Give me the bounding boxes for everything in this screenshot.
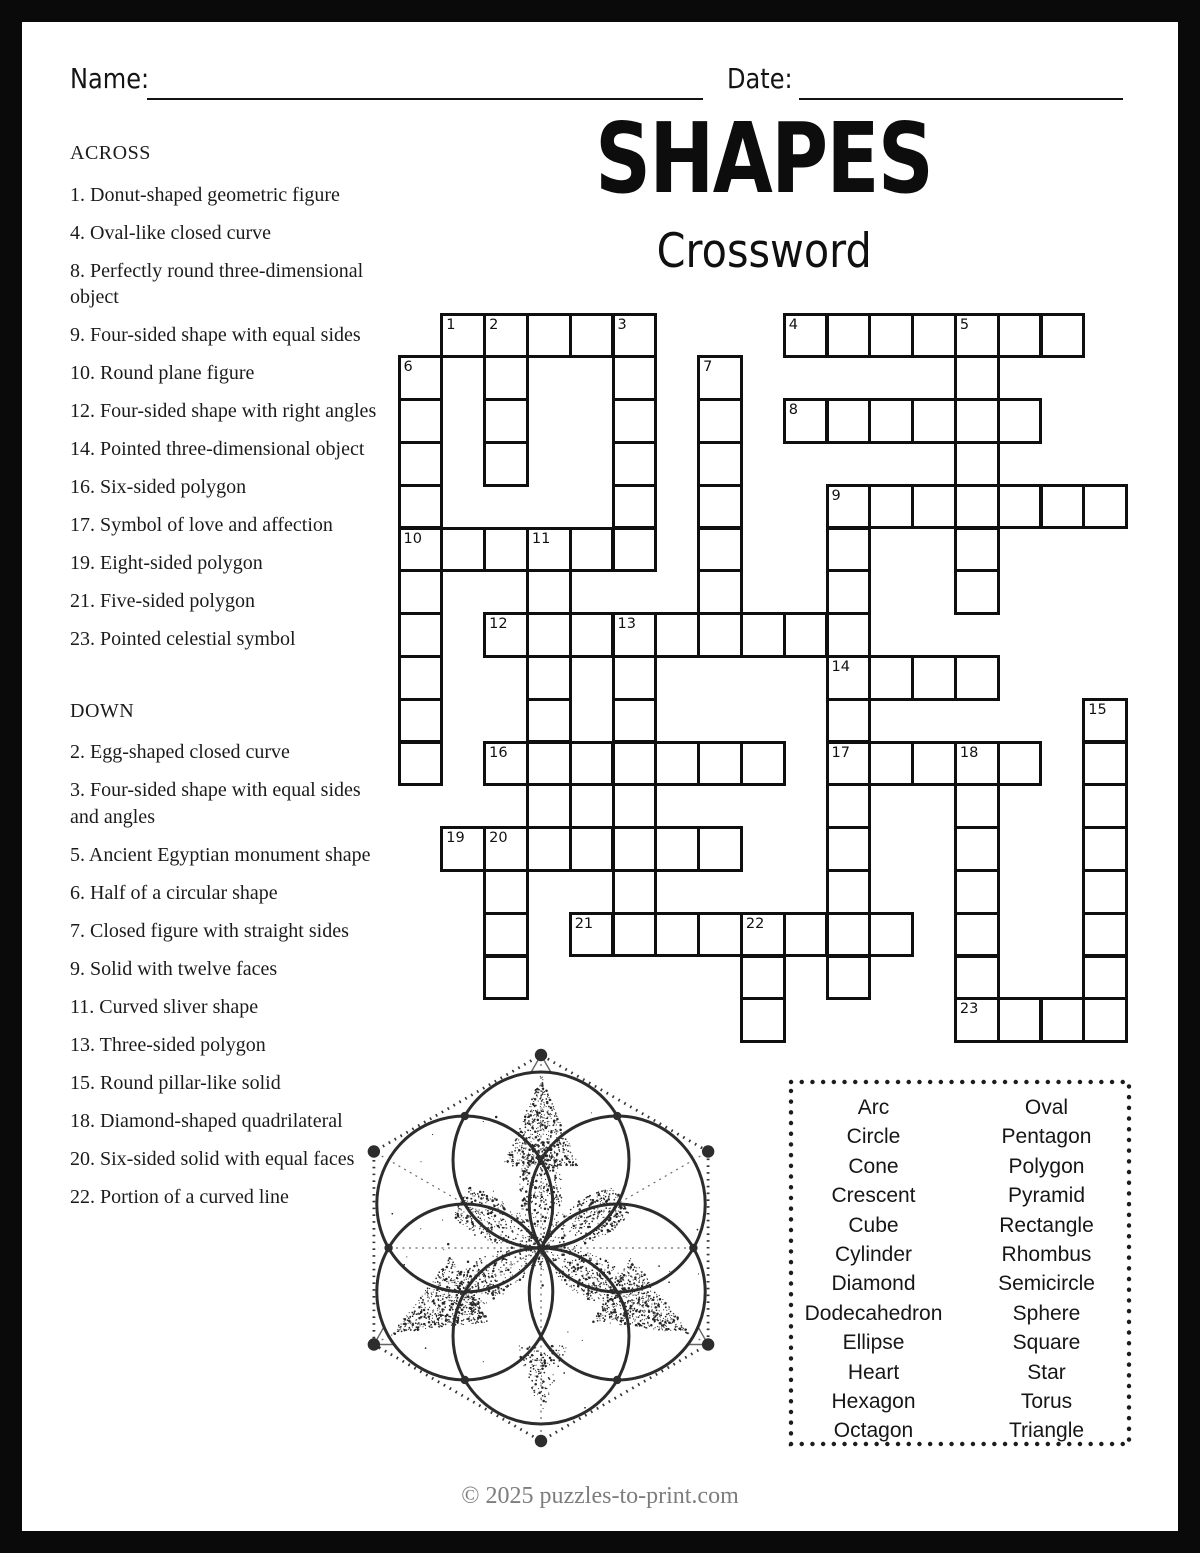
grid-cell[interactable] bbox=[697, 484, 743, 530]
grid-cell[interactable] bbox=[954, 569, 1000, 615]
clue-number: 19 bbox=[446, 830, 465, 847]
clue-lists bbox=[70, 140, 382, 1222]
word-bank-word: Crescent bbox=[831, 1184, 916, 1208]
grid-cell[interactable] bbox=[1082, 484, 1128, 530]
clue-number: 17 bbox=[831, 744, 850, 761]
grid-cell[interactable] bbox=[1040, 997, 1086, 1043]
word-bank-left-column bbox=[787, 1093, 960, 1446]
clue-number: 10 bbox=[403, 530, 422, 547]
grid-cell[interactable] bbox=[612, 869, 658, 915]
grid-cell[interactable] bbox=[697, 441, 743, 487]
grid-cell[interactable] bbox=[740, 955, 786, 1001]
grid-cell[interactable] bbox=[440, 527, 486, 573]
across-clue: 10. Round plane figure bbox=[70, 362, 255, 384]
grid-cell[interactable] bbox=[483, 869, 529, 915]
grid-cell[interactable] bbox=[954, 527, 1000, 573]
grid-cell[interactable] bbox=[483, 355, 529, 401]
grid-cell[interactable] bbox=[783, 313, 829, 359]
word-bank-word: Rhombus bbox=[1001, 1243, 1092, 1267]
grid-cell[interactable] bbox=[697, 398, 743, 444]
clue-number: 15 bbox=[1088, 701, 1107, 718]
grid-cell[interactable] bbox=[654, 612, 700, 658]
grid-cell[interactable] bbox=[740, 912, 786, 958]
word-bank-word: Triangle bbox=[1008, 1419, 1085, 1443]
grid-cell[interactable] bbox=[612, 398, 658, 444]
grid-cell[interactable] bbox=[526, 527, 572, 573]
word-bank-word: Cube bbox=[848, 1213, 899, 1237]
grid-cell[interactable] bbox=[569, 741, 615, 787]
across-clue: 23. Pointed celestial symbol bbox=[70, 628, 296, 650]
grid-cell[interactable] bbox=[697, 741, 743, 787]
clue-number: 1 bbox=[446, 316, 456, 333]
across-clue: 21. Five-sided polygon bbox=[70, 590, 255, 612]
word-bank-word: Pyramid bbox=[1007, 1184, 1086, 1208]
geometric-flower-illustration bbox=[349, 1038, 733, 1456]
grid-cell[interactable] bbox=[997, 741, 1043, 787]
copyright: © 2025 puzzles-to-print.com bbox=[461, 1483, 739, 1509]
clue-number: 16 bbox=[489, 744, 508, 761]
down-clue: 3. Four-sided shape with equal sides and angles bbox=[70, 779, 361, 828]
grid-cell[interactable] bbox=[997, 313, 1043, 359]
grid-cell[interactable] bbox=[569, 612, 615, 658]
down-clue: 15. Round pillar-like solid bbox=[70, 1071, 281, 1094]
grid-cell[interactable] bbox=[826, 398, 872, 444]
grid-cell[interactable] bbox=[1082, 869, 1128, 915]
word-bank-word: Hexagon bbox=[831, 1390, 916, 1414]
grid-cell[interactable] bbox=[954, 741, 1000, 787]
clue-number: 20 bbox=[489, 830, 508, 847]
grid-cell[interactable] bbox=[826, 741, 872, 787]
grid-cell[interactable] bbox=[612, 527, 658, 573]
grid-cell[interactable] bbox=[398, 441, 444, 487]
across-clue: 16. Six-sided polygon bbox=[70, 476, 247, 498]
grid-cell[interactable] bbox=[997, 997, 1043, 1043]
grid-cell[interactable] bbox=[526, 612, 572, 658]
clue-number: 21 bbox=[574, 915, 594, 932]
clue-number: 9 bbox=[831, 487, 841, 504]
grid-cell[interactable] bbox=[1082, 912, 1128, 958]
grid-cell[interactable] bbox=[569, 313, 615, 359]
grid-cell[interactable] bbox=[398, 655, 444, 701]
page-title: SHAPES bbox=[595, 102, 933, 215]
grid-cell[interactable] bbox=[483, 826, 529, 872]
clue-number: 7 bbox=[703, 359, 713, 376]
grid-cell[interactable] bbox=[783, 612, 829, 658]
word-bank-word: Heart bbox=[847, 1360, 900, 1384]
clue-number: 8 bbox=[788, 402, 798, 419]
grid-cell[interactable] bbox=[1082, 955, 1128, 1001]
grid-cell[interactable] bbox=[826, 655, 872, 701]
grid-cell[interactable] bbox=[911, 398, 957, 444]
grid-cell[interactable] bbox=[526, 655, 572, 701]
clue-number: 3 bbox=[617, 316, 627, 333]
grid-cell[interactable] bbox=[826, 698, 872, 744]
grid-cell[interactable] bbox=[826, 912, 872, 958]
down-clue: 7. Closed figure with straight sides bbox=[70, 919, 349, 942]
grid-cell[interactable] bbox=[697, 912, 743, 958]
down-clue: 20. Six-sided solid with equal faces bbox=[70, 1147, 355, 1170]
grid-cell[interactable] bbox=[1082, 997, 1128, 1043]
across-clue: 9. Four-sided shape with equal sides bbox=[70, 324, 361, 346]
down-clue: 9. Solid with twelve faces bbox=[70, 957, 278, 980]
grid-cell[interactable] bbox=[697, 569, 743, 615]
grid-cell[interactable] bbox=[697, 826, 743, 872]
grid-cell[interactable] bbox=[911, 313, 957, 359]
word-bank-word: Circle bbox=[846, 1125, 901, 1149]
clue-number: 11 bbox=[531, 530, 551, 547]
grid-cell[interactable] bbox=[654, 741, 700, 787]
grid-cell[interactable] bbox=[483, 441, 529, 487]
word-bank-right-column bbox=[960, 1093, 1133, 1446]
grid-cell[interactable] bbox=[398, 527, 444, 573]
grid-cell[interactable] bbox=[826, 313, 872, 359]
grid-cell[interactable] bbox=[826, 569, 872, 615]
word-bank-word: Dodecahedron bbox=[804, 1301, 943, 1325]
grid-cell[interactable] bbox=[826, 527, 872, 573]
across-clue: 4. Oval-like closed curve bbox=[70, 221, 272, 244]
word-bank-word: Arc bbox=[857, 1096, 890, 1119]
grid-cell[interactable] bbox=[569, 826, 615, 872]
grid-cell[interactable] bbox=[398, 398, 444, 444]
grid-cell[interactable] bbox=[612, 698, 658, 744]
grid-cell[interactable] bbox=[612, 355, 658, 401]
grid-cell[interactable] bbox=[526, 569, 572, 615]
clue-number: 4 bbox=[788, 316, 798, 333]
grid-cell[interactable] bbox=[911, 484, 957, 530]
grid-cell[interactable] bbox=[740, 612, 786, 658]
grid-cell[interactable] bbox=[483, 527, 529, 573]
grid-cell[interactable] bbox=[526, 698, 572, 744]
grid-cell[interactable] bbox=[954, 912, 1000, 958]
grid-cell[interactable] bbox=[954, 997, 1000, 1043]
grid-cell[interactable] bbox=[398, 698, 444, 744]
word-bank-word: Ellipse bbox=[842, 1331, 905, 1355]
word-bank-word: Torus bbox=[1020, 1390, 1073, 1414]
grid-cell[interactable] bbox=[612, 912, 658, 958]
grid-cell[interactable] bbox=[1082, 741, 1128, 787]
word-bank bbox=[787, 1078, 1133, 1448]
crossword-grid bbox=[399, 314, 1130, 1045]
grid-cell[interactable] bbox=[954, 398, 1000, 444]
grid-cell[interactable] bbox=[440, 313, 486, 359]
clue-number: 12 bbox=[489, 616, 508, 633]
grid-cell[interactable] bbox=[954, 355, 1000, 401]
down-clue-list bbox=[70, 739, 382, 1210]
grid-cell[interactable] bbox=[1082, 826, 1128, 872]
grid-cell[interactable] bbox=[997, 398, 1043, 444]
grid-cell[interactable] bbox=[398, 355, 444, 401]
across-clue: 17. Symbol of love and affection bbox=[70, 514, 333, 536]
grid-cell[interactable] bbox=[954, 955, 1000, 1001]
clue-number: 14 bbox=[831, 658, 850, 675]
clue-number: 23 bbox=[959, 1001, 979, 1018]
word-bank-word: Rectangle bbox=[999, 1213, 1094, 1237]
grid-cell[interactable] bbox=[783, 912, 829, 958]
grid-cell[interactable] bbox=[1040, 313, 1086, 359]
grid-cell[interactable] bbox=[612, 655, 658, 701]
grid-cell[interactable] bbox=[954, 826, 1000, 872]
down-clue: 11. Curved sliver shape bbox=[70, 995, 259, 1018]
across-clue: 8. Perfectly round three-dimensional object bbox=[70, 259, 364, 308]
word-bank-word: Cone bbox=[848, 1154, 899, 1178]
grid-cell[interactable] bbox=[740, 997, 786, 1043]
grid-cell[interactable] bbox=[483, 612, 529, 658]
clue-number: 2 bbox=[489, 316, 499, 333]
word-bank-word: Polygon bbox=[1008, 1154, 1085, 1178]
grid-cell[interactable] bbox=[826, 783, 872, 829]
grid-cell[interactable] bbox=[612, 826, 658, 872]
word-bank-word: Oval bbox=[1024, 1096, 1069, 1119]
grid-cell[interactable] bbox=[954, 484, 1000, 530]
across-header: ACROSS bbox=[70, 142, 151, 164]
grid-cell[interactable] bbox=[612, 313, 658, 359]
grid-cell[interactable] bbox=[398, 741, 444, 787]
grid-cell[interactable] bbox=[483, 912, 529, 958]
grid-cell[interactable] bbox=[483, 741, 529, 787]
clue-number: 5 bbox=[959, 316, 970, 333]
grid-cell[interactable] bbox=[826, 869, 872, 915]
grid-cell[interactable] bbox=[654, 826, 700, 872]
grid-cell[interactable] bbox=[868, 912, 914, 958]
down-header: DOWN bbox=[70, 699, 135, 722]
clue-number: 22 bbox=[745, 915, 765, 932]
grid-cell[interactable] bbox=[612, 783, 658, 829]
grid-cell[interactable] bbox=[868, 741, 914, 787]
across-clue: 19. Eight-sided polygon bbox=[70, 552, 263, 574]
clue-number: 13 bbox=[617, 616, 636, 633]
down-clue: 18. Diamond-shaped quadrilateral bbox=[70, 1109, 343, 1132]
date-input-line[interactable] bbox=[799, 98, 1123, 100]
grid-cell[interactable] bbox=[483, 955, 529, 1001]
grid-cell[interactable] bbox=[1082, 698, 1128, 744]
grid-cell[interactable] bbox=[654, 912, 700, 958]
word-bank-word: Octagon bbox=[833, 1419, 914, 1443]
grid-cell[interactable] bbox=[997, 484, 1043, 530]
word-bank-word: Sphere bbox=[1012, 1301, 1081, 1325]
grid-cell[interactable] bbox=[911, 741, 957, 787]
grid-cell[interactable] bbox=[826, 826, 872, 872]
grid-cell[interactable] bbox=[398, 612, 444, 658]
grid-cell[interactable] bbox=[826, 955, 872, 1001]
grid-cell[interactable] bbox=[954, 441, 1000, 487]
grid-cell[interactable] bbox=[868, 655, 914, 701]
across-clue: 12. Four-sided shape with right angles bbox=[70, 400, 377, 422]
grid-cell[interactable] bbox=[612, 741, 658, 787]
word-bank-word: Diamond bbox=[831, 1272, 916, 1296]
name-label: Name: bbox=[70, 62, 150, 95]
grid-cell[interactable] bbox=[826, 612, 872, 658]
clue-number: 6 bbox=[403, 359, 413, 376]
word-bank-word: Cylinder bbox=[834, 1243, 913, 1267]
grid-cell[interactable] bbox=[526, 313, 572, 359]
down-clue: 6. Half of a circular shape bbox=[70, 881, 278, 904]
grid-cell[interactable] bbox=[526, 783, 572, 829]
grid-cell[interactable] bbox=[526, 826, 572, 872]
word-bank-word: Semicircle bbox=[998, 1272, 1095, 1296]
grid-cell[interactable] bbox=[569, 912, 615, 958]
across-clue: 14. Pointed three-dimensional object bbox=[70, 438, 365, 460]
across-clue-list bbox=[70, 182, 382, 653]
down-clue: 13. Three-sided polygon bbox=[70, 1033, 266, 1056]
word-bank-word: Star bbox=[1027, 1360, 1066, 1384]
grid-cell[interactable] bbox=[398, 484, 444, 530]
grid-cell[interactable] bbox=[868, 398, 914, 444]
word-bank-word: Square bbox=[1012, 1331, 1081, 1355]
word-bank-word: Pentagon bbox=[1001, 1125, 1092, 1149]
down-clue: 22. Portion of a curved line bbox=[70, 1185, 289, 1208]
grid-cell[interactable] bbox=[740, 741, 786, 787]
grid-cell[interactable] bbox=[398, 569, 444, 615]
down-clue: 5. Ancient Egyptian monument shape bbox=[70, 843, 371, 866]
page-subtitle: Crossword bbox=[656, 224, 872, 279]
grid-cell[interactable] bbox=[911, 655, 957, 701]
grid-cell[interactable] bbox=[612, 441, 658, 487]
grid-cell[interactable] bbox=[1040, 484, 1086, 530]
grid-cell[interactable] bbox=[612, 612, 658, 658]
grid-cell[interactable] bbox=[954, 655, 1000, 701]
grid-cell[interactable] bbox=[697, 527, 743, 573]
grid-cell[interactable] bbox=[483, 313, 529, 359]
grid-cell[interactable] bbox=[483, 398, 529, 444]
grid-cell[interactable] bbox=[569, 527, 615, 573]
name-input-line[interactable] bbox=[147, 98, 703, 100]
across-clue: 1. Donut-shaped geometric figure bbox=[70, 183, 340, 206]
grid-cell[interactable] bbox=[954, 783, 1000, 829]
clue-number: 18 bbox=[959, 744, 979, 761]
grid-cell[interactable] bbox=[783, 398, 829, 444]
date-label: Date: bbox=[727, 62, 793, 95]
grid-cell[interactable] bbox=[440, 826, 486, 872]
grid-cell[interactable] bbox=[826, 484, 872, 530]
down-clue: 2. Egg-shaped closed curve bbox=[70, 741, 290, 763]
grid-cell[interactable] bbox=[697, 612, 743, 658]
grid-cell[interactable] bbox=[612, 484, 658, 530]
grid-cell[interactable] bbox=[868, 313, 914, 359]
grid-cell[interactable] bbox=[526, 741, 572, 787]
grid-cell[interactable] bbox=[954, 313, 1000, 359]
grid-cell[interactable] bbox=[954, 869, 1000, 915]
grid-cell[interactable] bbox=[697, 355, 743, 401]
grid-cell[interactable] bbox=[868, 484, 914, 530]
grid-cell[interactable] bbox=[1082, 783, 1128, 829]
